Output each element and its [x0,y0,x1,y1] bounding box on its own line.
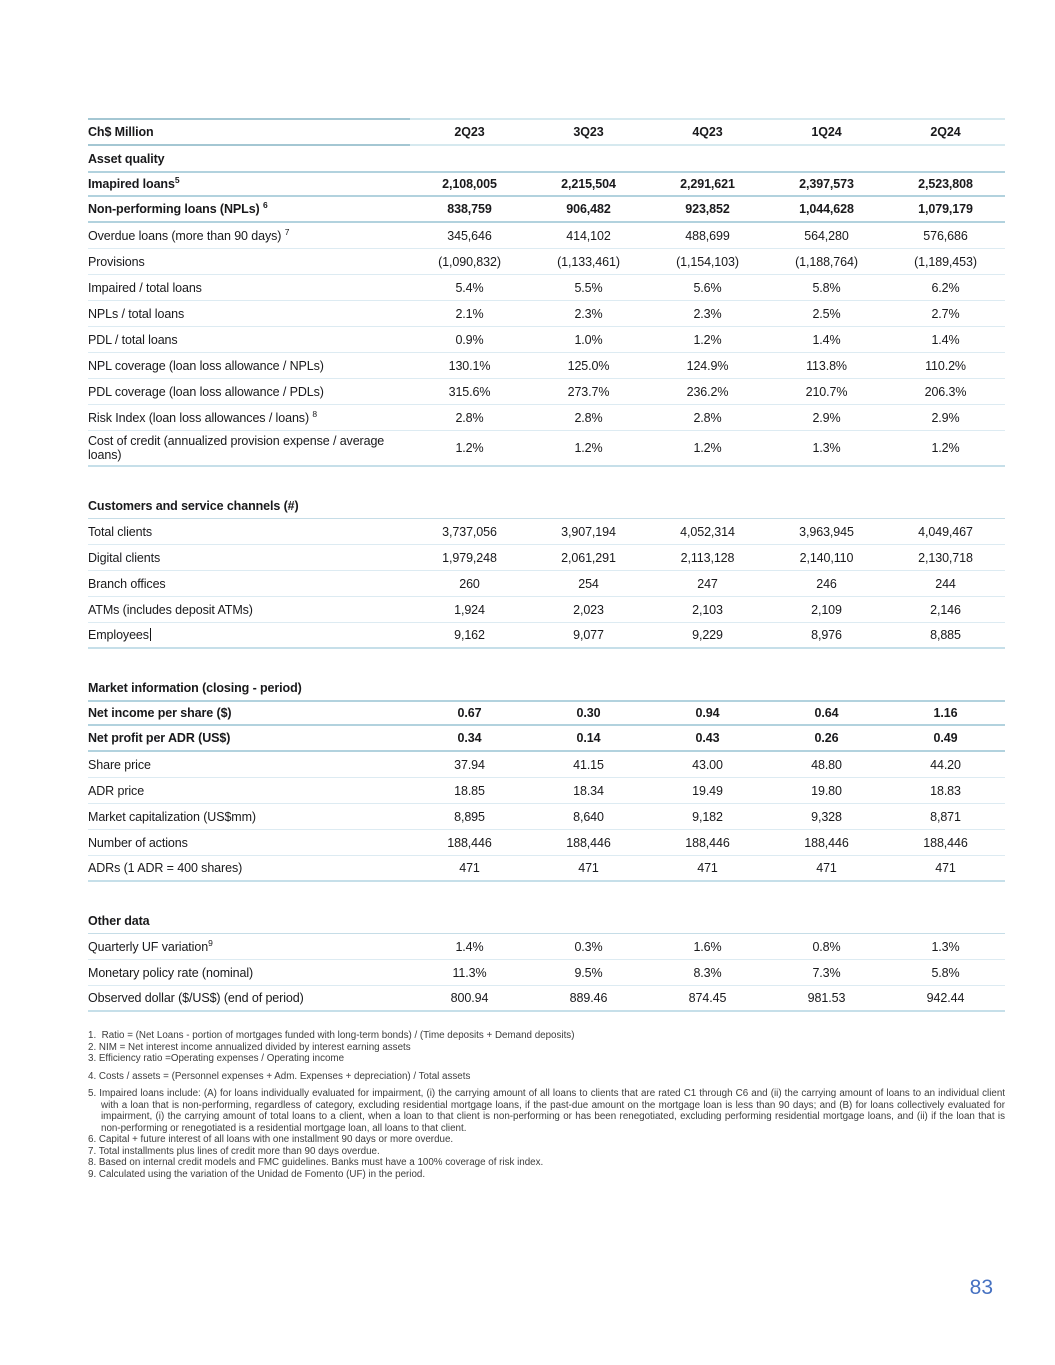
row-label: Risk Index (loan loss allowances / loans) [88,410,313,425]
row-label: Share price [88,757,151,772]
cell-value: 8.3% [693,965,722,980]
row-label: Overdue loans (more than 90 days) [88,228,285,243]
cell-value: 4,052,314 [680,524,735,539]
cell-value: 564,280 [804,228,849,243]
row-values [410,275,1005,300]
footnote: 1. Ratio = (Net Loans - portion of mortgages funded with long-term bonds) / (Time deposits + Demand deposits) [88,1030,575,1041]
row-label-cell [88,964,410,982]
table-row [88,778,1005,804]
cell-value: 37.94 [454,757,485,772]
table-row [88,275,1005,301]
cell-value: 4,049,467 [918,524,973,539]
cell-value: 246 [816,576,837,591]
row-label: Employees [88,628,149,642]
row-label-cell [88,200,410,218]
row-label-cell [88,279,410,297]
cell-value: 2,061,291 [561,550,616,565]
row-label-cell [88,523,410,541]
cell-value: 1.6% [693,939,722,954]
row-values [410,519,1005,544]
cell-value: 942.44 [926,991,965,1005]
table-row [88,405,1005,431]
footnote-marker: 5 [174,174,180,185]
row-label-cell [88,575,410,593]
cell-value: 18.85 [454,783,485,798]
cell-value: 0.49 [933,731,958,745]
unit-header-label: Ch$ Million [88,125,154,139]
cell-value: 2.3% [693,306,722,321]
footnote-marker: 7 [284,226,290,237]
row-values [410,934,1005,959]
row-label: Monetary policy rate (nominal) [88,965,254,980]
table-row [88,934,1005,960]
row-label-cell [88,859,410,877]
row-values [410,778,1005,803]
cell-value: 1.0% [574,332,603,347]
table-row [88,431,1005,467]
section-rows [88,171,1005,467]
cell-value: 19.80 [811,783,842,798]
cell-value: 471 [816,861,837,875]
cell-value: 2,523,808 [918,177,973,191]
cell-value: 2.1% [455,306,484,321]
cell-value: 838,759 [447,202,492,216]
table-body [88,146,1005,1012]
row-label: Total clients [88,524,153,539]
table-row [88,301,1005,327]
row-label: NPL coverage (loan loss allowance / NPLs) [88,358,324,373]
cell-value: 2,108,005 [442,177,497,191]
row-label: ATMs (includes deposit ATMs) [88,602,253,617]
table-row [88,752,1005,778]
cell-value: 7.3% [812,965,841,980]
footnote: 9. Calculated using the variation of the Unidad de Fomento (UF) in the period. [88,1169,426,1181]
cell-value: 345,646 [447,228,492,243]
row-values [410,856,1005,880]
row-values [410,702,1005,724]
unit-header-cell [88,118,410,146]
column-header-2q24: 2Q24 [930,125,961,139]
cell-value: 8,895 [454,809,485,824]
cell-value: 3,963,945 [799,524,854,539]
cell-value: 125.0% [567,358,610,373]
cell-value: 906,482 [566,202,611,216]
row-label: NPLs / total loans [88,306,185,321]
cell-value: 2,291,621 [680,177,735,191]
row-values [410,986,1005,1010]
row-label: Provisions [88,254,145,269]
table-row [88,726,1005,752]
cell-value: 0.34 [457,731,482,745]
cell-value: 9,182 [692,809,723,824]
table-row [88,597,1005,623]
cell-value: 471 [578,861,599,875]
row-label-cell [88,626,410,644]
cell-value: 1.4% [931,332,960,347]
table-row [88,545,1005,571]
row-values [410,726,1005,750]
section-rows [88,519,1005,649]
cell-value: 2,397,573 [799,177,854,191]
cell-value: 9,077 [573,628,604,642]
row-values [410,752,1005,777]
table-section [88,146,1005,467]
cell-value: 113.8% [806,358,847,373]
column-headers [410,118,1005,146]
cell-value: (1,133,461) [557,254,620,269]
column-header-3q23: 3Q23 [573,125,604,139]
cell-value: 9,229 [692,628,723,642]
cell-value: 9,328 [811,809,842,824]
row-label-cell [88,938,410,956]
cell-value: 11.3% [452,965,487,980]
table-section [88,908,1005,1012]
row-values [410,597,1005,622]
cell-value: 874.45 [688,991,727,1005]
footnote: 4. Costs / assets = (Personnel expenses + Adm. Expenses + depreciation) / Total assets [88,1070,471,1082]
footnote: 2. NIM = Net interest income annualized divided by interest earning assets [88,1041,411,1053]
cell-value: 1.3% [812,441,841,455]
cell-value: 8,976 [811,628,842,642]
cell-value: 9,162 [454,628,485,642]
cell-value: 1.2% [931,441,960,455]
cell-value: 5.8% [931,965,960,980]
section-title: Customers and service channels (#) [88,493,1005,519]
text-cursor [150,628,152,641]
row-label-cell [88,808,410,826]
footnote-marker: 9 [208,937,213,948]
section-rows [88,700,1005,882]
cell-value: 0.8% [812,939,841,954]
column-header-1q24: 1Q24 [811,125,842,139]
cell-value: 0.43 [695,731,720,745]
cell-value: 19.49 [692,783,723,798]
cell-value: 5.5% [574,280,603,295]
row-values [410,379,1005,404]
cell-value: 0.26 [814,731,839,745]
footnote: 5. Impaired loans include: (A) for loans individually evaluated for impairment, (i) the carrying amount of all loans to clients that are rated C1 through C6 and (ii) the carrying amount of loans to an individual client with a loan that is non-performing, regardless of category, excluding residential mortgage loans, if the past-due amount on the mortgage loan is less than 90 days; and (B) for loans collectively evaluated for impairment, (i) the carrying amount of total loans to a client, when a loan to that client is non-performing or has been renegotiated, excluding performing residential mortgage loans, and (ii) if the loan that is non-performing or renegotiated is a residential mortgage loan, all loans to that client. [88,1088,1005,1134]
cell-value: 18.83 [930,783,961,798]
row-label-cell [88,729,410,747]
row-values [410,327,1005,352]
cell-value: 44.20 [930,757,961,772]
cell-value: 471 [459,861,480,875]
cell-value: 41.15 [573,757,604,772]
cell-value: 981.53 [807,991,846,1005]
cell-value: 1.4% [812,332,841,347]
footnotes [88,1030,1005,1181]
cell-value: 0.67 [457,706,482,720]
cell-value: 2,130,718 [918,550,973,565]
table-row [88,623,1005,649]
cell-value: 2.9% [812,410,841,425]
table-row [88,700,1005,726]
cell-value: (1,154,103) [676,254,739,269]
row-label-cell [88,175,410,193]
cell-value: 247 [697,576,718,591]
cell-value: 2,215,504 [561,177,616,191]
section-title: Other data [88,908,1005,934]
cell-value: 260 [459,576,480,591]
cell-value: 1,079,179 [918,202,973,216]
row-label: Number of actions [88,835,188,850]
cell-value: 2.3% [574,306,603,321]
row-values [410,431,1005,465]
cell-value: 0.30 [576,706,601,720]
row-label: Digital clients [88,550,161,565]
row-label: PDL coverage (loan loss allowance / PDLs) [88,384,324,399]
row-values [410,804,1005,829]
table-section [88,675,1005,882]
table-row [88,830,1005,856]
cell-value: 2,113,128 [680,550,735,565]
cell-value: 2.8% [693,410,722,425]
row-values [410,197,1005,221]
row-label-cell [88,756,410,774]
table-row [88,804,1005,830]
table-row [88,223,1005,249]
cell-value: 315.6% [448,384,491,399]
table-row [88,571,1005,597]
row-label-cell [88,305,410,323]
cell-value: 2,109 [811,602,842,617]
table-row [88,986,1005,1012]
cell-value: 3,737,056 [442,524,497,539]
row-label: Non-performing loans (NPLs) [88,202,263,216]
cell-value: 2.7% [931,306,960,321]
cell-value: 210.7% [805,384,848,399]
cell-value: 8,871 [930,809,961,824]
cell-value: 0.14 [576,731,601,745]
cell-value: 0.9% [455,332,484,347]
cell-value: 1,924 [454,602,485,617]
cell-value: 254 [578,576,599,591]
cell-value: 188,446 [447,835,492,850]
cell-value: 576,686 [923,228,968,243]
cell-value: 1.2% [574,441,603,455]
row-label: PDL / total loans [88,332,178,347]
row-label-cell [88,227,410,245]
cell-value: 2,146 [930,602,961,617]
column-header-2q23: 2Q23 [454,125,485,139]
cell-value: 5.4% [455,280,484,295]
cell-value: 1.2% [455,441,484,455]
section-title: Market information (closing - period) [88,675,1005,701]
cell-value: 1.16 [933,706,958,720]
row-label: ADRs (1 ADR = 400 shares) [88,861,243,875]
cell-value: 5.8% [812,280,841,295]
row-label-cell [88,834,410,852]
row-label-cell [88,409,410,427]
cell-value: 8,640 [573,809,604,824]
row-label-cell [88,253,410,271]
cell-value: 0.94 [695,706,720,720]
cell-value: 110.2% [925,358,966,373]
cell-value: 800.94 [450,991,489,1005]
cell-value: 5.6% [693,280,722,295]
cell-value: 48.80 [811,757,842,772]
row-values [410,353,1005,378]
column-header-4q23: 4Q23 [692,125,723,139]
row-values [410,301,1005,326]
row-values [410,223,1005,248]
row-label: Net profit per ADR (US$) [88,731,231,745]
table-row [88,379,1005,405]
cell-value: 18.34 [573,783,604,798]
cell-value: 273.7% [567,384,610,399]
row-label-cell [88,432,410,464]
cell-value: 414,102 [566,228,611,243]
cell-value: 206.3% [924,384,967,399]
cell-value: 188,446 [566,835,611,850]
footnote-marker: 6 [262,199,268,210]
row-values [410,830,1005,855]
cell-value: 130.1% [448,358,491,373]
footnote: 3. Efficiency ratio =Operating expenses / Operating income [88,1053,345,1065]
table-row [88,353,1005,379]
row-label: Net income per share ($) [88,706,232,720]
row-values [410,571,1005,596]
row-label-cell [88,331,410,349]
cell-value: 2,140,110 [799,550,854,565]
row-label-cell [88,549,410,567]
table-row [88,519,1005,545]
cell-value: 923,852 [685,202,730,216]
cell-value: 6.2% [931,280,960,295]
table-section [88,493,1005,649]
table-header-row [88,118,1005,146]
footnote: 8. Based on internal credit models and FMC guidelines. Banks must have a 100% coverage of risk index. [88,1157,544,1169]
cell-value: 188,446 [923,835,968,850]
footnote-marker: 8 [312,408,318,419]
cell-value: (1,090,832) [438,254,501,269]
row-label: Impaired / total loans [88,280,202,295]
cell-value: 488,699 [685,228,730,243]
cell-value: 43.00 [692,757,723,772]
row-values [410,960,1005,985]
table-row [88,856,1005,882]
footnote: 6. Capital + future interest of all loans with one installment 90 days or more overdue. [88,1134,454,1146]
cell-value: 0.64 [814,706,839,720]
page-number: 83 [969,1276,993,1299]
cell-value: 2.5% [812,306,841,321]
cell-value: 471 [697,861,718,875]
row-label-cell [88,357,410,375]
table-row [88,249,1005,275]
table-row [88,171,1005,197]
cell-value: 3,907,194 [561,524,616,539]
row-label: Observed dollar ($/US$) (end of period) [88,991,304,1005]
cell-value: (1,189,453) [914,254,977,269]
section-title: Asset quality [88,146,1005,172]
row-values [410,249,1005,274]
table-row [88,327,1005,353]
cell-value: 889.46 [569,991,608,1005]
row-label: Cost of credit (annualized provision expense / average loans) [88,434,385,462]
cell-value: 2,103 [692,602,723,617]
row-label-cell [88,989,410,1007]
row-label: ADR price [88,783,145,798]
row-label-cell [88,782,410,800]
cell-value: 2.8% [455,410,484,425]
row-label-cell [88,601,410,619]
cell-value: 188,446 [685,835,730,850]
row-label: Market capitalization (US$mm) [88,809,256,824]
cell-value: 8,885 [930,628,961,642]
cell-value: 244 [935,576,956,591]
cell-value: 1,044,628 [799,202,854,216]
cell-value: 1.4% [455,939,484,954]
table-row [88,960,1005,986]
cell-value: 2,023 [573,602,604,617]
row-values [410,173,1005,195]
cell-value: 1.2% [693,441,722,455]
cell-value: 124.9% [686,358,729,373]
section-rows [88,934,1005,1012]
cell-value: 471 [935,861,956,875]
cell-value: 236.2% [686,384,729,399]
cell-value: 188,446 [804,835,849,850]
cell-value: 1,979,248 [442,550,497,565]
cell-value: 1.2% [693,332,722,347]
footnote: 7. Total installments plus lines of credit more than 90 days overdue. [88,1145,380,1157]
cell-value: 9.5% [574,965,603,980]
row-label: Imapired loans [88,177,175,191]
row-label: Branch offices [88,576,166,591]
cell-value: 1.3% [931,939,960,954]
row-values [410,623,1005,647]
cell-value: (1,188,764) [795,254,858,269]
cell-value: 0.3% [574,939,603,954]
cell-value: 2.8% [574,410,603,425]
table-row [88,197,1005,223]
row-label: Quarterly UF variation [88,939,209,954]
row-values [410,545,1005,570]
row-label-cell [88,383,410,401]
financial-highlights-table [88,118,1005,1012]
cell-value: 2.9% [931,410,960,425]
row-values [410,405,1005,430]
row-label-cell [88,704,410,722]
